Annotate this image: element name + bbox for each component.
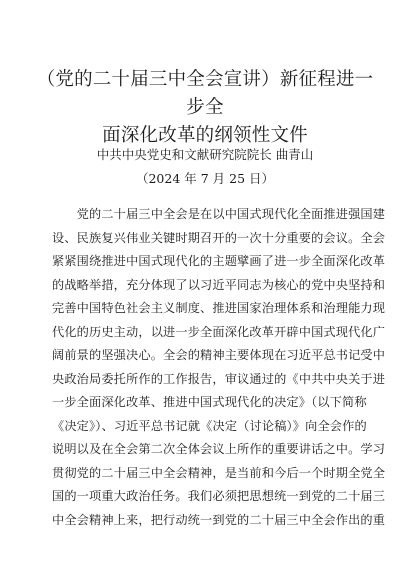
body-line: 贯彻党的二十届三中全会精神，是当前和今后一个时期全党全 bbox=[52, 465, 386, 480]
body-line: 紧紧围绕推进中国式现代化的主题擘画了进一步全面深化改革 bbox=[52, 254, 386, 268]
body-line: 党的二十届三中全会是在以中国式现代化全面推进强国建 bbox=[52, 207, 386, 221]
body-line: 代化的历史主动，以进一步全面深化改革开辟中国式现代化广 bbox=[52, 324, 386, 339]
body-line: 说明以及在全会第二次全体会议上所作的重要讲话之中。学习 bbox=[52, 442, 386, 456]
title-line-2: 面深化改革的纲领性文件 bbox=[102, 125, 308, 146]
body-paragraph bbox=[52, 203, 386, 532]
body-line: 《决定》）、习近平总书记就《决定（讨论稿）》向全会作的 bbox=[52, 418, 367, 433]
body-line: 的战略举措，充分体现了以习近平同志为核心的党中央坚持和 bbox=[52, 277, 386, 292]
body-line: 阔前景的坚强决心。全会的精神主要体现在习近平总书记受中 bbox=[52, 348, 386, 362]
body-line: 国的一项重大政治任务。我们必须把思想统一到党的二十届三 bbox=[52, 489, 386, 503]
date-line: （2024 年 7 月 25 日） bbox=[135, 171, 275, 186]
title-line-1: （党的二十届三中全会宣讲）新征程进一步全 bbox=[36, 69, 374, 118]
body-line: 中全会精神上来，把行动统一到党的二十届三中全会作出的重 bbox=[52, 512, 386, 527]
body-line: 完善中国特色社会主义制度、推进国家治理体系和治理能力现 bbox=[52, 301, 386, 315]
author-line: 中共中央党史和文献研究院院长 曲青山 bbox=[96, 147, 314, 162]
document-title bbox=[30, 66, 380, 150]
body-line: 央政治局委托所作的工作报告，审议通过的《中共中央关于进 bbox=[52, 371, 386, 386]
body-line: 设、民族复兴伟业关键时期召开的一次十分重要的会议。全会 bbox=[52, 230, 386, 245]
body-line: 一步全面深化改革、推进中国式现代化的决定》（以下简称 bbox=[52, 395, 367, 409]
